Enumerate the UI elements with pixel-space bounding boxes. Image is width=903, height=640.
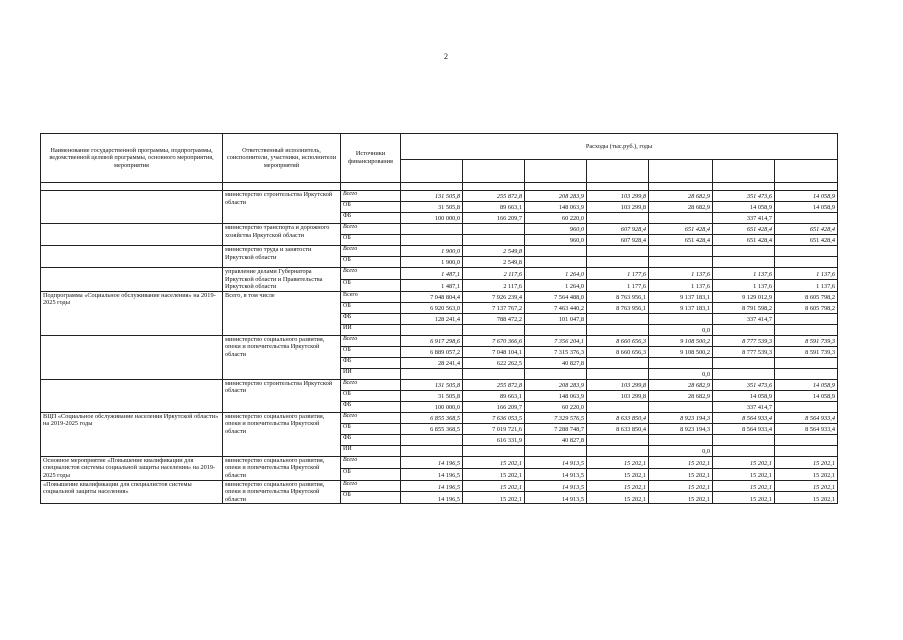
amount-cell: [649, 257, 713, 268]
source-cell: Всего: [341, 268, 401, 280]
header-expenses: Расходы (тыс.руб.), годы: [401, 134, 838, 160]
amount-cell: 8 923 194,3: [649, 423, 713, 434]
amount-cell: 960,0: [525, 235, 587, 246]
amount-cell: 2 117,6: [463, 268, 525, 280]
amount-cell: 14 196,5: [401, 456, 463, 468]
amount-cell: 7 356 204,1: [525, 335, 587, 346]
source-cell: ИИ: [341, 324, 401, 335]
amount-cell: 148 063,9: [525, 390, 587, 401]
table-header: [41, 134, 838, 191]
column-index: [775, 183, 838, 191]
amount-cell: 1 137,6: [649, 268, 713, 280]
amount-cell: 14 913,5: [525, 456, 587, 468]
amount-cell: 14 913,5: [525, 492, 587, 504]
amount-cell: 7 329 576,5: [525, 412, 587, 423]
column-index: [41, 183, 223, 191]
amount-cell: 1 177,6: [587, 279, 649, 291]
amount-cell: 351 473,6: [713, 379, 775, 390]
table-row: [41, 456, 838, 468]
amount-cell: 100 000,0: [401, 401, 463, 412]
column-index-row: [41, 183, 838, 191]
amount-cell: 6 920 563,0: [401, 302, 463, 313]
amount-cell: 9 108 500,2: [649, 346, 713, 357]
executor-cell: министерство строительства Иркутской области: [223, 191, 341, 224]
amount-cell: 8 777 539,3: [713, 335, 775, 346]
column-index: [649, 183, 713, 191]
amount-cell: 15 202,1: [463, 456, 525, 468]
source-cell: ОБ: [341, 468, 401, 480]
amount-cell: 0,0: [649, 445, 713, 456]
amount-cell: [587, 213, 649, 224]
amount-cell: [713, 357, 775, 368]
year-header: [525, 160, 587, 183]
amount-cell: 8 777 539,3: [713, 346, 775, 357]
amount-cell: 148 063,9: [525, 202, 587, 213]
amount-cell: 8 660 656,3: [587, 346, 649, 357]
table-row: [41, 224, 838, 235]
source-cell: Всего: [341, 335, 401, 346]
amount-cell: 788 472,2: [463, 313, 525, 324]
amount-cell: 14 058,9: [713, 202, 775, 213]
amount-cell: 6 855 368,5: [401, 423, 463, 434]
program-name-cell: [41, 379, 223, 412]
amount-cell: [587, 434, 649, 445]
amount-cell: [775, 257, 838, 268]
amount-cell: 351 473,6: [713, 191, 775, 202]
program-name-cell: Подпрограмма «Социальное обслуживание населения» на 2019-2025 годы: [41, 291, 223, 335]
amount-cell: 651 428,4: [649, 235, 713, 246]
source-cell: ОБ: [341, 257, 401, 268]
amount-cell: 9 137 183,1: [649, 291, 713, 302]
amount-cell: 7 463 440,2: [525, 302, 587, 313]
amount-cell: [775, 434, 838, 445]
amount-cell: [713, 368, 775, 379]
amount-cell: 31 505,8: [401, 202, 463, 213]
amount-cell: 15 202,1: [649, 456, 713, 468]
amount-cell: 31 505,8: [401, 390, 463, 401]
amount-cell: 2 549,8: [463, 257, 525, 268]
amount-cell: 8 791 598,2: [713, 302, 775, 313]
amount-cell: 15 202,1: [463, 480, 525, 492]
source-cell: ИИ: [341, 445, 401, 456]
source-cell: ОБ: [341, 202, 401, 213]
amount-cell: [649, 434, 713, 445]
year-header: [649, 160, 713, 183]
amount-cell: 1 900,0: [401, 246, 463, 257]
amount-cell: 1 137,6: [713, 268, 775, 280]
amount-cell: [713, 257, 775, 268]
amount-cell: 651 428,4: [649, 224, 713, 235]
executor-cell: министерство труда и занятости Иркутской области: [223, 246, 341, 268]
source-cell: ФБ: [341, 357, 401, 368]
source-cell: ОБ: [341, 346, 401, 357]
amount-cell: 28 682,9: [649, 390, 713, 401]
amount-cell: 40 827,8: [525, 357, 587, 368]
amount-cell: 28 682,9: [649, 379, 713, 390]
table-row: [41, 268, 838, 280]
amount-cell: 131 505,8: [401, 379, 463, 390]
amount-cell: 60 220,0: [525, 401, 587, 412]
amount-cell: 14 913,5: [525, 480, 587, 492]
amount-cell: 14 058,9: [775, 202, 838, 213]
amount-cell: 9 137 183,1: [649, 302, 713, 313]
amount-cell: 103 299,8: [587, 191, 649, 202]
amount-cell: 166 209,7: [463, 213, 525, 224]
executor-cell: министерство социального развития, опеки и попечительства Иркутской области: [223, 335, 341, 379]
source-cell: ФБ: [341, 434, 401, 445]
amount-cell: [649, 246, 713, 257]
amount-cell: 2 549,8: [463, 246, 525, 257]
amount-cell: [463, 368, 525, 379]
source-cell: Всего: [341, 246, 401, 257]
table-row: [41, 291, 838, 302]
amount-cell: [525, 445, 587, 456]
amount-cell: 28 682,9: [649, 202, 713, 213]
year-header: [713, 160, 775, 183]
amount-cell: 0,0: [649, 368, 713, 379]
amount-cell: 15 202,1: [713, 480, 775, 492]
amount-cell: [713, 434, 775, 445]
amount-cell: [401, 368, 463, 379]
amount-cell: 103 299,8: [587, 390, 649, 401]
amount-cell: 8 564 933,4: [713, 412, 775, 423]
amount-cell: 1 900,0: [401, 257, 463, 268]
amount-cell: 128 241,4: [401, 313, 463, 324]
program-name-cell: [41, 191, 223, 224]
amount-cell: [713, 246, 775, 257]
amount-cell: 15 202,1: [713, 492, 775, 504]
amount-cell: 8 564 933,4: [775, 412, 838, 423]
amount-cell: 1 177,6: [587, 268, 649, 280]
amount-cell: 8 605 798,2: [775, 302, 838, 313]
amount-cell: 208 283,9: [525, 191, 587, 202]
year-header: [463, 160, 525, 183]
executor-cell: министерство социального развития, опеки и попечительства Иркутской области: [223, 456, 341, 480]
header-executor: Ответственный исполнитель, соисполнители, участники, исполнители мероприятий: [223, 134, 341, 183]
source-cell: ОБ: [341, 279, 401, 291]
table-row: [41, 412, 838, 423]
executor-cell: Всего, в том числе: [223, 291, 341, 335]
source-cell: ФБ: [341, 313, 401, 324]
amount-cell: 15 202,1: [775, 456, 838, 468]
amount-cell: 8 923 194,3: [649, 412, 713, 423]
amount-cell: 15 202,1: [649, 492, 713, 504]
amount-cell: 8 564 933,4: [775, 423, 838, 434]
amount-cell: [587, 246, 649, 257]
amount-cell: 8 633 850,4: [587, 423, 649, 434]
amount-cell: 15 202,1: [713, 468, 775, 480]
executor-cell: министерство социального развития, опеки и попечительства Иркутской области: [223, 480, 341, 504]
source-cell: Всего: [341, 291, 401, 302]
amount-cell: 9 108 500,2: [649, 335, 713, 346]
amount-cell: [463, 224, 525, 235]
amount-cell: 7 636 053,5: [463, 412, 525, 423]
amount-cell: [587, 313, 649, 324]
source-cell: Всего: [341, 191, 401, 202]
amount-cell: 7 288 748,7: [525, 423, 587, 434]
column-index: [463, 183, 525, 191]
amount-cell: 0,0: [649, 324, 713, 335]
source-cell: ФБ: [341, 213, 401, 224]
amount-cell: [525, 246, 587, 257]
amount-cell: 1 137,6: [713, 279, 775, 291]
amount-cell: 7 137 767,2: [463, 302, 525, 313]
amount-cell: 651 428,4: [713, 224, 775, 235]
amount-cell: [775, 313, 838, 324]
amount-cell: 100 000,0: [401, 213, 463, 224]
amount-cell: 14 058,9: [713, 390, 775, 401]
column-index: [713, 183, 775, 191]
source-cell: Всего: [341, 224, 401, 235]
amount-cell: 15 202,1: [463, 492, 525, 504]
executor-cell: управление делами Губернатора Иркутской области и Правительства Иркутской области: [223, 268, 341, 292]
amount-cell: 1 487,1: [401, 279, 463, 291]
amount-cell: [649, 213, 713, 224]
amount-cell: [775, 324, 838, 335]
source-cell: Всего: [341, 456, 401, 468]
amount-cell: 7 670 366,6: [463, 335, 525, 346]
table-row: [41, 480, 838, 492]
source-cell: ОБ: [341, 492, 401, 504]
amount-cell: 2 117,6: [463, 279, 525, 291]
amount-cell: [401, 324, 463, 335]
amount-cell: [775, 246, 838, 257]
amount-cell: 15 202,1: [649, 480, 713, 492]
amount-cell: 7 315 376,3: [525, 346, 587, 357]
amount-cell: 8 633 850,4: [587, 412, 649, 423]
source-cell: ОБ: [341, 390, 401, 401]
amount-cell: 337 414,7: [713, 313, 775, 324]
executor-cell: министерство строительства Иркутской области: [223, 379, 341, 412]
table-row: [41, 191, 838, 202]
amount-cell: 8 763 956,1: [587, 302, 649, 313]
amount-cell: 7 019 721,6: [463, 423, 525, 434]
program-name-cell: [41, 268, 223, 292]
amount-cell: 28 682,9: [649, 191, 713, 202]
amount-cell: [649, 401, 713, 412]
amount-cell: [401, 445, 463, 456]
amount-cell: [713, 324, 775, 335]
amount-cell: 14 196,5: [401, 480, 463, 492]
amount-cell: [463, 235, 525, 246]
source-cell: ОБ: [341, 423, 401, 434]
amount-cell: 14 196,5: [401, 492, 463, 504]
program-name-cell: ВЦП «Социальное обслуживание населения Иркутской области» на 2019-2025 годы: [41, 412, 223, 456]
amount-cell: 8 763 956,1: [587, 291, 649, 302]
page-number: 2: [444, 52, 448, 61]
amount-cell: 1 264,0: [525, 268, 587, 280]
source-cell: ОБ: [341, 235, 401, 246]
amount-cell: 166 209,7: [463, 401, 525, 412]
amount-cell: [775, 445, 838, 456]
amount-cell: 14 913,5: [525, 468, 587, 480]
amount-cell: 15 202,1: [587, 456, 649, 468]
table-row: [41, 335, 838, 346]
amount-cell: 616 331,9: [463, 434, 525, 445]
amount-cell: 6 917 298,6: [401, 335, 463, 346]
amount-cell: 1 487,1: [401, 268, 463, 280]
amount-cell: 60 220,0: [525, 213, 587, 224]
amount-cell: 651 428,4: [775, 235, 838, 246]
program-name-cell: «Повышение квалификации для специалистов системы социальной защиты населения»: [41, 480, 223, 504]
column-index: [525, 183, 587, 191]
table-row: [41, 246, 838, 257]
source-cell: ИИ: [341, 368, 401, 379]
amount-cell: 337 414,7: [713, 213, 775, 224]
amount-cell: 9 129 012,9: [713, 291, 775, 302]
amount-cell: [525, 324, 587, 335]
column-index: [341, 183, 401, 191]
amount-cell: 607 928,4: [587, 235, 649, 246]
amount-cell: [587, 357, 649, 368]
amount-cell: [587, 445, 649, 456]
source-cell: ОБ: [341, 302, 401, 313]
amount-cell: 15 202,1: [649, 468, 713, 480]
amount-cell: [775, 401, 838, 412]
amount-cell: 15 202,1: [713, 456, 775, 468]
amount-cell: 6 855 368,5: [401, 412, 463, 423]
amount-cell: 960,0: [525, 224, 587, 235]
amount-cell: 7 564 488,0: [525, 291, 587, 302]
amount-cell: 255 872,8: [463, 191, 525, 202]
amount-cell: [587, 368, 649, 379]
year-header: [775, 160, 838, 183]
year-header: [587, 160, 649, 183]
program-name-cell: [41, 335, 223, 379]
amount-cell: [525, 368, 587, 379]
amount-cell: 6 889 057,2: [401, 346, 463, 357]
amount-cell: [587, 401, 649, 412]
amount-cell: 7 926 239,4: [463, 291, 525, 302]
program-name-cell: [41, 224, 223, 246]
amount-cell: [401, 224, 463, 235]
amount-cell: [587, 324, 649, 335]
table-body: [41, 191, 838, 504]
source-cell: Всего: [341, 480, 401, 492]
executor-cell: министерство социального развития, опеки и попечительства Иркутской области: [223, 412, 341, 456]
amount-cell: 337 414,7: [713, 401, 775, 412]
source-cell: Всего: [341, 412, 401, 423]
amount-cell: 8 605 798,2: [775, 291, 838, 302]
amount-cell: 607 928,4: [587, 224, 649, 235]
amount-cell: 103 299,8: [587, 202, 649, 213]
amount-cell: 1 137,6: [775, 279, 838, 291]
year-header: [401, 160, 463, 183]
amount-cell: [775, 213, 838, 224]
program-name-cell: [41, 246, 223, 268]
amount-cell: [401, 235, 463, 246]
column-index: [401, 183, 463, 191]
amount-cell: [463, 324, 525, 335]
amount-cell: 15 202,1: [775, 468, 838, 480]
source-cell: ФБ: [341, 401, 401, 412]
table-row: [41, 379, 838, 390]
amount-cell: 15 202,1: [587, 468, 649, 480]
amount-cell: [713, 445, 775, 456]
column-index: [223, 183, 341, 191]
column-index: [587, 183, 649, 191]
amount-cell: 15 202,1: [775, 492, 838, 504]
amount-cell: 651 428,4: [713, 235, 775, 246]
executor-cell: министерство транспорта и дорожного хозяйства Иркутской области: [223, 224, 341, 246]
amount-cell: 7 048 104,1: [463, 346, 525, 357]
amount-cell: 14 058,9: [775, 379, 838, 390]
amount-cell: 1 264,0: [525, 279, 587, 291]
amount-cell: 622 262,5: [463, 357, 525, 368]
amount-cell: 651 428,4: [775, 224, 838, 235]
amount-cell: 7 048 804,4: [401, 291, 463, 302]
amount-cell: 89 663,1: [463, 390, 525, 401]
amount-cell: 89 663,1: [463, 202, 525, 213]
amount-cell: 8 591 739,3: [775, 346, 838, 357]
amount-cell: 8 591 739,3: [775, 335, 838, 346]
source-cell: Всего: [341, 379, 401, 390]
amount-cell: 28 241,4: [401, 357, 463, 368]
amount-cell: 14 058,9: [775, 390, 838, 401]
amount-cell: 14 196,5: [401, 468, 463, 480]
amount-cell: 15 202,1: [587, 492, 649, 504]
amount-cell: 1 137,6: [775, 268, 838, 280]
amount-cell: [649, 313, 713, 324]
amount-cell: [649, 357, 713, 368]
amount-cell: [401, 434, 463, 445]
amount-cell: 15 202,1: [587, 480, 649, 492]
amount-cell: 131 505,8: [401, 191, 463, 202]
program-name-cell: Основное мероприятие «Повышение квалификации для специалистов системы социальной защиты населения» на 2019-2025 годы: [41, 456, 223, 480]
amount-cell: 15 202,1: [775, 480, 838, 492]
header-name: Наименование государственной программы, подпрограммы, ведомственной целевой программы, основного мероприятия, мероприятия: [41, 134, 223, 183]
amount-cell: 101 047,8: [525, 313, 587, 324]
header-source: Источники финансирования: [341, 134, 401, 183]
amount-cell: 14 058,9: [775, 191, 838, 202]
amount-cell: 8 564 933,4: [713, 423, 775, 434]
amount-cell: [775, 357, 838, 368]
amount-cell: [525, 257, 587, 268]
amount-cell: [587, 257, 649, 268]
amount-cell: 255 872,8: [463, 379, 525, 390]
amount-cell: [463, 445, 525, 456]
amount-cell: 15 202,1: [463, 468, 525, 480]
amount-cell: 8 660 656,3: [587, 335, 649, 346]
amount-cell: 1 137,6: [649, 279, 713, 291]
amount-cell: 103 299,8: [587, 379, 649, 390]
budget-table: [40, 133, 838, 504]
amount-cell: 40 827,8: [525, 434, 587, 445]
amount-cell: 208 283,9: [525, 379, 587, 390]
amount-cell: [775, 368, 838, 379]
